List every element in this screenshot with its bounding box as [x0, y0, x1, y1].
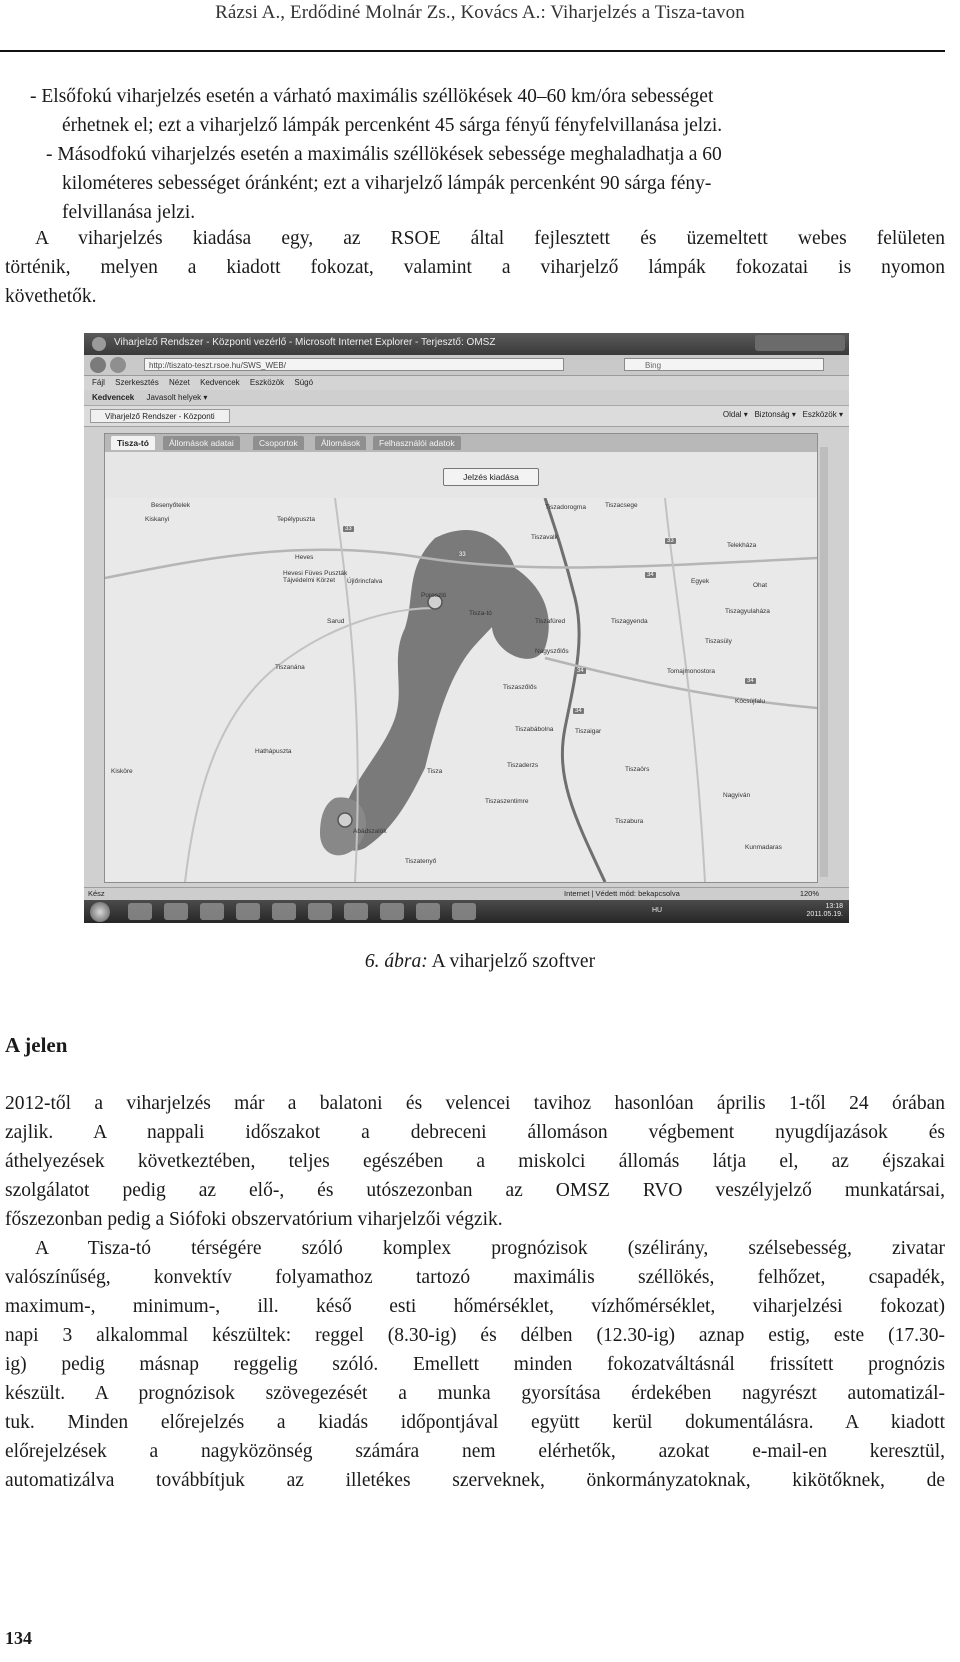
- status-zone: Internet | Védett mód: bekapcsolva: [564, 889, 680, 898]
- map-label: Tepélypuszta: [277, 516, 315, 523]
- forward-icon[interactable]: [110, 357, 126, 373]
- app-taskbar-icon[interactable]: [272, 903, 296, 920]
- paragraph-2: [5, 1234, 945, 1495]
- map-label: Újlőrincfalva: [347, 578, 383, 585]
- para2-line: előrejelzések a nagyközönség számára nem elérhetők, azokat e-mail-en keresztül,: [5, 1441, 945, 1462]
- language-indicator[interactable]: HU: [652, 907, 663, 914]
- map-label: Tiszadorogma: [545, 504, 586, 511]
- menu-edit[interactable]: Szerkesztés: [115, 378, 159, 387]
- scrollbar[interactable]: [820, 447, 828, 877]
- map-label: Tiszabábolna: [515, 726, 554, 733]
- address-bar-row: [84, 355, 849, 376]
- map-label: Tiszasüly: [705, 638, 732, 645]
- ie-taskbar-icon[interactable]: [128, 903, 152, 920]
- app-tab-strip: [104, 433, 818, 453]
- menu-favorites[interactable]: Kedvencek: [200, 378, 240, 387]
- excel-taskbar-icon[interactable]: [236, 903, 260, 920]
- taskbar: [84, 900, 849, 923]
- para1-line: szolgálatot pedig az elő-, és utószezonban az OMSZ RVO veszélyjelző munkatársai,: [5, 1180, 945, 1201]
- map-label: Tomajmonostora: [667, 668, 716, 675]
- menu-view[interactable]: Nézet: [168, 378, 190, 387]
- map-label: Tiszanána: [275, 664, 305, 671]
- map-label: Kunmadaras: [745, 844, 782, 851]
- map-label: Nagyiván: [723, 792, 751, 799]
- safety-menu[interactable]: Biztonság ▾: [754, 410, 796, 419]
- map-label: Besenyőtelek: [151, 502, 191, 509]
- tab-tisza-to[interactable]: Tisza-tó: [111, 436, 155, 450]
- intro-line: A viharjelzés kiadása egy, az RSOE által fejlesztett és üzemeltett webes felületen: [35, 228, 945, 249]
- map-label: Tiszabura: [615, 818, 644, 825]
- running-header: Rázsi A., Erdődiné Molnár Zs., Kovács A.: Viharjelzés a Tisza-tavon: [215, 2, 745, 23]
- map-label: Tiszaderzs: [507, 762, 539, 769]
- para2-line: A Tisza-tó térségére szóló komplex prognózisok (szélirány, szélsebesség, zivatar: [35, 1238, 945, 1259]
- clock-date: 2011.05.19.: [806, 911, 843, 918]
- para2-line: valószínűség, konvektív folyamathoz tartozó maximális széllökés, felhőzet, csapadék,: [5, 1267, 945, 1288]
- app-taskbar-icon[interactable]: [380, 903, 404, 920]
- para1-line: áthelyezések következtében, teljes egészében a miskolci állomás látja el, az éjszakai: [5, 1151, 945, 1172]
- map-label: Tiszafüred: [535, 618, 566, 625]
- station-marker[interactable]: [338, 813, 352, 827]
- tab-station-data[interactable]: Állomások adatai: [163, 436, 240, 450]
- caption-text: A viharjelző szoftver: [431, 951, 596, 972]
- map-label: Nagyszőlős: [535, 648, 569, 655]
- app-panel: [104, 452, 818, 883]
- page-menu[interactable]: Oldal ▾: [722, 410, 748, 419]
- map-label: Tiszatenyő: [405, 858, 437, 865]
- map-label: Tiszaörs: [625, 766, 650, 773]
- map-label: Tiszacsege: [605, 502, 638, 509]
- intro-paragraph: [5, 224, 945, 311]
- map-label: Kisköre: [111, 768, 133, 775]
- issue-warning-button[interactable]: Jelzés kiadása: [443, 468, 539, 486]
- road-number: 33: [459, 552, 466, 558]
- map-label: Tiszaigar: [575, 728, 602, 735]
- page-content: [84, 427, 849, 887]
- start-button-icon[interactable]: [90, 902, 110, 922]
- favorites-button[interactable]: Kedvencek: [92, 393, 135, 402]
- road-number: 34: [647, 572, 654, 578]
- tab-user-data[interactable]: Felhasználói adatok: [373, 436, 461, 450]
- address-input[interactable]: http://tiszato-teszt.rsoe.hu/SWS_WEB/: [144, 358, 564, 371]
- system-clock[interactable]: [807, 903, 843, 919]
- road-number: 34: [575, 708, 582, 714]
- section-heading: A jelen: [5, 1033, 68, 1057]
- map-label: Kócsújfalu: [735, 698, 765, 705]
- clock-time: 13:18: [825, 903, 843, 910]
- map-view[interactable]: [105, 498, 817, 882]
- figure-caption: [0, 951, 960, 973]
- browser-tab[interactable]: Viharjelző Rendszer - Központi: [90, 409, 230, 423]
- map-label: Hevesi Füves Puszták Tájvédelmi Körzet: [283, 570, 348, 584]
- road-number: 33: [345, 526, 352, 532]
- map-label: Abádszalók: [353, 828, 387, 835]
- map-label: Tisza: [427, 768, 443, 775]
- chrome-taskbar-icon[interactable]: [452, 903, 476, 920]
- map-label: Telekháza: [727, 542, 757, 549]
- header-rule: [0, 50, 945, 52]
- para1-line: zajlik. A nappali időszakot a debreceni állomáson végbement nyugdíjazások és: [5, 1122, 945, 1143]
- bullet-1-line-1: - Elsőfokú viharjelzés esetén a várható maximális széllökések 40–60 km/óra sebességet: [30, 86, 714, 107]
- search-input[interactable]: Bing: [624, 358, 824, 371]
- map-label: Heves: [295, 554, 314, 561]
- para2-line: napi 3 alkalommal készültek: reggel (8.30-ig) és délben (12.30-ig) aznap estig, este (17.30-: [5, 1325, 945, 1346]
- suggested-sites-button[interactable]: Javasolt helyek ▾: [146, 393, 208, 402]
- favorites-bar: [84, 390, 849, 406]
- window-titlebar: [84, 333, 849, 355]
- caption-label: 6. ábra:: [364, 951, 428, 972]
- map-label: Tiszagyenda: [611, 618, 648, 625]
- browser-tab-row: [84, 406, 849, 427]
- app-taskbar-icon[interactable]: [344, 903, 368, 920]
- status-bar: [84, 887, 849, 901]
- map-label: Egyek: [691, 578, 710, 585]
- map-label: Tiszavalk: [531, 534, 558, 541]
- tab-groups[interactable]: Csoportok: [253, 436, 304, 450]
- explorer-taskbar-icon[interactable]: [164, 903, 188, 920]
- map-label: Hathápuszta: [255, 748, 292, 755]
- page-number: 134: [5, 1628, 32, 1648]
- app-taskbar-icon[interactable]: [200, 903, 224, 920]
- bullet-2-line-2: kilométeres sebességet óránként; ezt a viharjelző lámpák percenként 90 sárga fény-: [62, 173, 712, 194]
- road-number: 33: [667, 538, 674, 544]
- menu-file[interactable]: Fájl: [92, 378, 105, 387]
- map-label: Tiszaszőlős: [503, 684, 537, 691]
- command-bar: [723, 410, 843, 419]
- menu-tools[interactable]: Eszközök: [249, 378, 285, 387]
- map-label: Kiskanyi: [145, 516, 170, 523]
- map-label: Tisza-tó: [469, 610, 492, 617]
- map-label: Poroszló: [421, 592, 447, 599]
- para2-line: automatizálva továbbítjuk az illetékes szerveknek, önkormányzatoknak, kikötőknek, de: [5, 1470, 945, 1491]
- road-number: 34: [577, 668, 584, 674]
- tab-stations[interactable]: Állomások: [315, 436, 366, 450]
- menu-help[interactable]: Súgó: [294, 378, 314, 387]
- zoom-level[interactable]: 120%: [799, 889, 819, 898]
- para1-line: főszezonban pedig a Siófoki obszervatórium viharjelzői végzik.: [5, 1209, 503, 1230]
- map-label: Tiszaszentimre: [485, 798, 529, 805]
- media-taskbar-icon[interactable]: [308, 903, 332, 920]
- para2-line: tuk. Minden előrejelzés a kiadás időpontjával együtt kerül dokumentálásra. A kiadott: [5, 1412, 945, 1433]
- paragraph-1: [5, 1089, 945, 1234]
- status-ready: Kész: [88, 889, 105, 898]
- window-title: Viharjelző Rendszer - Központi vezérlő - Microsoft Internet Explorer - Terjesztő: OMSZ: [114, 337, 496, 348]
- tools-menu[interactable]: Eszközök ▾: [802, 410, 843, 419]
- para2-line: maximum-, minimum-, ill. késő esti hőmérséklet, vízhőmérséklet, viharjelzési fokozat): [5, 1296, 945, 1317]
- back-icon[interactable]: [90, 357, 106, 373]
- bullet-2-line-1: - Másodfokú viharjelzés esetén a maximális széllökések sebessége meghaladhatja a 60: [46, 144, 722, 165]
- para2-line: ig) pedig másnap reggelig szóló. Emellett minden fokozatváltásnál frissített prognózis: [5, 1354, 945, 1375]
- software-screenshot: [84, 333, 849, 923]
- window-controls[interactable]: [755, 335, 845, 351]
- para1-line: 2012-től a viharjelzés már a balatoni és velencei tavihoz hasonlóan április 1-től 24 órában: [5, 1093, 945, 1114]
- bullet-2-line-3: felvillanása jelzi.: [62, 202, 196, 223]
- ie-logo-icon: [92, 337, 106, 351]
- road-number: 34: [747, 678, 754, 684]
- menu-bar: [84, 376, 849, 390]
- para2-line: készült. A prognózisok szövegezését a munka gyorsítása érdekében nagyrészt automatizál-: [5, 1383, 945, 1404]
- intro-line: történik, melyen a kiadott fokozat, valamint a viharjelző lámpák fokozatai is nyomon: [5, 257, 945, 278]
- intro-line: követhetők.: [5, 286, 97, 307]
- map-label: Sarud: [327, 618, 345, 625]
- map-label: Tiszagyulaháza: [725, 608, 770, 615]
- map-label: Ohat: [753, 582, 768, 589]
- bullet-1-line-2: érhetnek el; ezt a viharjelző lámpák percenként 45 sárga fényű fényfelvillanása jelzi.: [62, 115, 723, 136]
- app-taskbar-icon[interactable]: [416, 903, 440, 920]
